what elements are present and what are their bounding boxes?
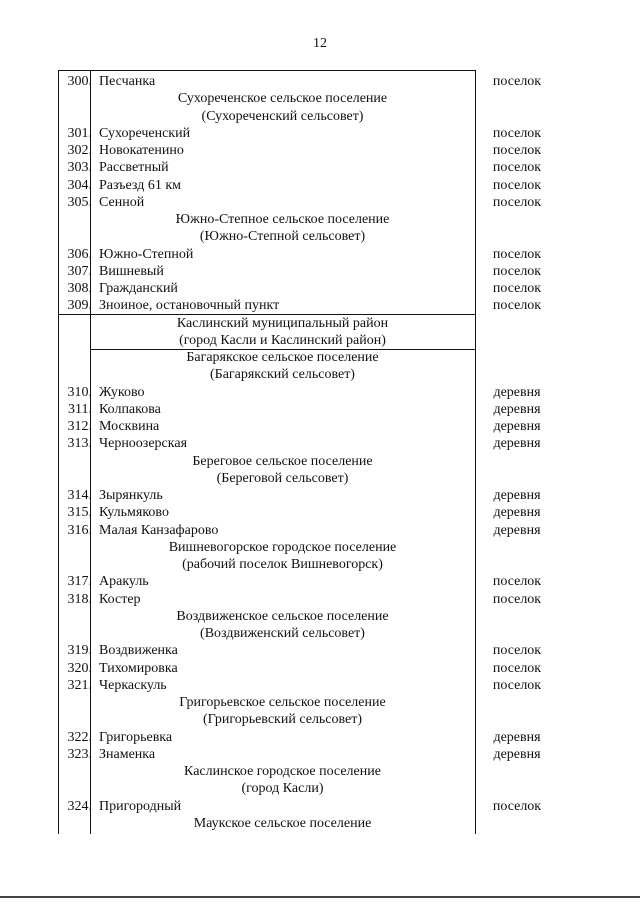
table-row [58, 246, 558, 263]
settlement-name: Гражданский [99, 281, 178, 296]
row-number: 322. [67, 729, 92, 745]
settlement-name: Малая Канзафарово [99, 522, 219, 538]
settlement-name: Москвина [99, 419, 160, 434]
settlement-name: Вишневый [99, 263, 164, 279]
settlement-type: деревня [493, 384, 541, 400]
row-number: 314. [67, 488, 92, 503]
row-number: 310. [67, 384, 92, 400]
section-heading: Сухореченское сельское поселение [177, 91, 388, 107]
settlement-type: поселок [492, 591, 542, 607]
settlement-name: Григорьевка [99, 729, 173, 745]
settlement-name: Аракуль [99, 574, 149, 590]
table-row [58, 642, 558, 659]
settlement-name: Кульмяково [99, 505, 169, 521]
section-subheading: (рабочий поселок Вишневогорск) [182, 557, 383, 572]
table-row [58, 660, 558, 677]
settlement-name: Черноозерская [99, 436, 188, 452]
section-subheading: (Багарякский сельсовет) [210, 367, 355, 383]
settlement-type: поселок [492, 798, 542, 814]
settlement-type: деревня [493, 729, 541, 745]
row-number: 307. [67, 263, 92, 279]
table-row [58, 142, 558, 159]
row-number: 300. [67, 74, 92, 89]
section-heading: Воздвиженское сельское поселение [176, 608, 389, 624]
section-heading: Багарякское сельское поселение [186, 350, 379, 365]
section-subheading: (Береговой сельсовет) [216, 470, 349, 486]
settlement-type: деревня [493, 401, 541, 417]
settlement-name: Колпакова [99, 401, 161, 417]
settlement-type: поселок [492, 125, 542, 141]
row-number: 311. [68, 401, 92, 417]
section-subheading: (город Касли и Каслинский район) [179, 332, 386, 348]
table-row [58, 798, 558, 815]
table-row [58, 194, 558, 211]
row-number: 319. [67, 643, 92, 659]
row-number: 301. [67, 125, 92, 141]
table-row [58, 280, 558, 297]
settlement-name: Тихомировка [99, 660, 178, 676]
row-number: 303. [67, 160, 92, 176]
row-number: 304. [67, 177, 92, 193]
page-number: 12 [313, 36, 327, 51]
settlement-name: Пригородный [99, 798, 182, 814]
row-number: 316. [67, 522, 92, 538]
section-heading: Григорьевское сельское поселение [179, 695, 386, 710]
settlement-type: деревня [493, 746, 541, 762]
row-number: 302. [67, 143, 92, 158]
settlement-type: поселок [492, 660, 542, 676]
settlement-name: Песчанка [99, 74, 156, 89]
table-row [58, 746, 558, 763]
section-subheading: (Григорьевский сельсовет) [202, 712, 363, 728]
settlement-name: Южно-Степной [99, 246, 194, 262]
table-row [58, 591, 558, 608]
table-row [58, 384, 558, 401]
settlement-name: Костер [99, 591, 141, 607]
row-number: 315. [67, 505, 92, 521]
row-number: 324. [67, 798, 92, 814]
table-row [58, 177, 558, 194]
section-heading: Каслинский муниципальный район [176, 315, 389, 331]
settlement-type: поселок [492, 194, 542, 210]
section-heading: Маукское сельское поселение [193, 815, 372, 831]
settlement-type: поселок [492, 574, 542, 590]
row-number: 306. [67, 246, 92, 262]
section-subheading: (Сухореченский сельсовет) [201, 108, 364, 124]
table-row [58, 297, 558, 314]
row-number: 312. [67, 419, 92, 434]
table-row [58, 522, 558, 539]
table-row [58, 729, 558, 746]
settlement-name: Новокатенино [99, 143, 184, 158]
table-row [58, 504, 558, 521]
table-row [58, 677, 558, 694]
settlement-name: Зноиное, остановочный пункт [99, 298, 280, 314]
section-heading: Вишневогорское городское поселение [168, 539, 397, 555]
settlement-type: деревня [493, 419, 541, 434]
table-row [58, 263, 558, 280]
settlement-type: деревня [493, 505, 541, 521]
row-number: 313. [67, 436, 92, 452]
settlement-name: Зырянкуль [99, 488, 163, 503]
table-row [58, 125, 558, 142]
settlement-type: поселок [492, 74, 542, 89]
section-heading: Южно-Степное сельское поселение [175, 212, 390, 227]
settlement-name: Черкаскуль [99, 677, 167, 693]
row-number: 308. [67, 281, 92, 296]
settlement-type: поселок [492, 246, 542, 262]
settlement-name: Сухореченский [99, 125, 191, 141]
settlement-name: Воздвиженка [99, 643, 178, 659]
section-subheading: (Южно-Степной сельсовет) [199, 229, 366, 245]
settlement-type: поселок [492, 281, 542, 296]
settlement-type: поселок [492, 263, 542, 279]
table-row [58, 435, 558, 452]
table-row [58, 487, 558, 504]
settlement-type: деревня [493, 522, 541, 538]
settlement-type: деревня [493, 436, 541, 452]
table-row [58, 159, 558, 176]
table-border-top [58, 70, 475, 71]
table-row [58, 401, 558, 418]
settlement-type: поселок [492, 643, 542, 659]
settlement-type: поселок [492, 160, 542, 176]
settlement-type: поселок [492, 298, 542, 314]
settlement-type: поселок [492, 177, 542, 193]
section-heading: Береговое сельское поселение [192, 453, 373, 469]
settlement-type: поселок [492, 143, 542, 158]
settlement-name: Рассветный [99, 160, 169, 176]
row-number: 320. [67, 660, 92, 676]
settlement-name: Разъезд 61 км [99, 177, 181, 193]
table-row [58, 573, 558, 590]
section-heading: Каслинское городское поселение [184, 764, 381, 779]
table-row [58, 418, 558, 435]
section-subheading: (Воздвиженский сельсовет) [200, 626, 365, 641]
row-number: 317. [67, 574, 92, 590]
row-number: 309. [67, 298, 92, 314]
row-number: 323. [67, 746, 92, 762]
scan-edge-line [0, 896, 640, 898]
row-number: 305. [67, 194, 92, 210]
settlement-name: Жуково [99, 384, 145, 400]
table-row [58, 73, 558, 90]
row-number: 318. [67, 591, 92, 607]
row-number: 321. [67, 677, 92, 693]
settlement-name: Знаменка [99, 746, 156, 762]
settlement-name: Сенной [99, 194, 145, 210]
settlement-type: деревня [493, 488, 541, 503]
section-subheading: (город Касли) [241, 781, 324, 797]
settlement-type: поселок [492, 677, 542, 693]
